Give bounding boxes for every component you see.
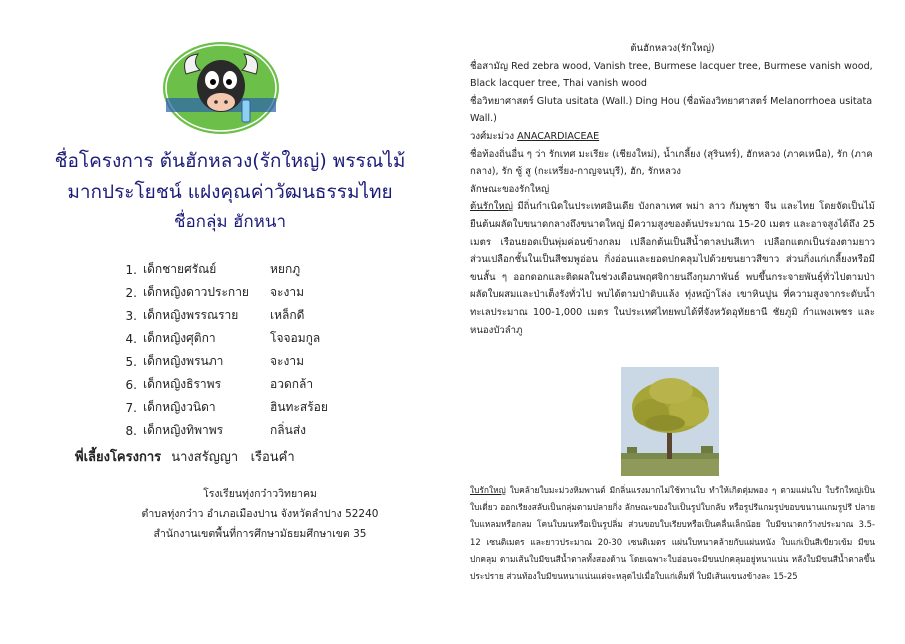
family — [470, 128, 875, 146]
member-row — [113, 281, 370, 304]
member-name: เด็กหญิงพรรณราย — [143, 308, 239, 322]
member-surname: ฮินทะสร้อย — [270, 400, 328, 414]
plant-header: ต้นฮักหลวง(รักใหญ่) — [630, 43, 715, 54]
project-title — [20, 146, 440, 208]
plant-info — [470, 40, 875, 339]
common-names — [470, 58, 875, 93]
member-surname: เหล็กดี — [270, 308, 305, 322]
family-value: ANACARDIACEAE — [517, 130, 600, 142]
member-row — [113, 396, 370, 419]
common-names-label: ชื่อสามัญ — [470, 60, 509, 72]
local-names — [470, 146, 875, 181]
scientific-name — [470, 93, 875, 128]
member-number: 2. — [125, 285, 137, 300]
local-names-label: ชื่อท้องถิ่นอื่น ๆ — [470, 148, 532, 160]
member-name: เด็กหญิงวนิดา — [143, 400, 216, 414]
leaf-info — [470, 482, 875, 585]
member-row — [113, 304, 370, 327]
leaf-description — [470, 482, 875, 585]
member-number: 5. — [125, 354, 137, 369]
mentor-line — [75, 446, 295, 467]
group-name: ชื่อกลุ่ม ฮักหนา — [173, 212, 287, 232]
trunk-text: มีถิ่นกำเนิดในประเทศอินเดีย บังกลาเทศ พม่า ลาว กัมพูชา จีน และไทย โดยจัดเป็นไม้ยืนต้นผลัดใบขนาดกลางถึงขนาดใหญ่ มีความสูงของต้นประมาณ 15-20 เมตร และอาจสูงได้ถึง 25 เมตร เรือนยอดเป็นพุ่มค่อนข้างกลม เปลือกต้นเป็นสีน้ำตาลปนสีเทา เปลือกแตกเป็นร่องตามยาว ส่วนเปลือกชั้นในเป็นสีชมพูอ่อน กิ่งอ่อนและยอดปกคลุมไปด้วยขนยาวสีขาว ส่วนกิ่งแก่เกลี้ยงหรือมีขนสั้น ๆ ออกดอกและติดผลในช่วงเดือนพฤศจิกายนถึงกุมภาพันธ์ พบขึ้นกระจายพันธุ์ทั่วไปตามป่าผลัดใบผสมและป่าเต็งรังทั่วไป พบได้ตามป่าดิบแล้ง ทุ่งหญ้าโล่ง เขาหินปูน ที่ความสูงจากระดับน้ำทะเลประมาณ 100-1,000 เมตร ในประเทศไทยพบได้ที่จังหวัดอุทัยธานี ชัยภูมิ กำแพงเพชร และหนองบัวลำภู — [470, 201, 875, 336]
project-title-line-2: มากประโยชน์ แฝงคุณค่าวัฒนธรรมไทย — [67, 181, 393, 203]
member-name: เด็กหญิงทิพาพร — [143, 423, 224, 437]
scientific-name-text: Gluta usitata (Wall.) Ding Hou (ชื่อพ้องวิทยาศาสตร์ Melanorrhoea usitata Wall.) — [470, 95, 873, 125]
member-row — [113, 327, 370, 350]
member-surname: โจจอมกูล — [270, 331, 321, 345]
scientific-name-label: ชื่อวิทยาศาสตร์ — [470, 95, 534, 107]
member-number: 6. — [125, 377, 137, 392]
trunk-label: ต้นรักใหญ่ — [470, 201, 513, 213]
tree-photo — [621, 367, 719, 476]
member-name: เด็กหญิงดาวประกาย — [143, 285, 249, 299]
trunk-description — [470, 198, 875, 339]
education-office: สำนักงานเขตพื้นที่การศึกษามัธยมศึกษาเขต 35 — [153, 528, 367, 540]
mentor-surname: เรือนคำ — [250, 450, 295, 465]
member-number: 1. — [125, 262, 137, 277]
member-surname: จะงาม — [270, 285, 304, 299]
member-surname: อวดกล้า — [270, 377, 314, 391]
mentor-name: นางสรัญญา — [171, 450, 239, 465]
school-footer — [120, 484, 400, 544]
member-name: เด็กชายศรัณย์ — [143, 262, 217, 276]
member-row — [113, 258, 370, 281]
member-name: เด็กหญิงศุติกา — [143, 331, 216, 345]
member-list — [113, 258, 370, 442]
common-names-text: Red zebra wood, Vanish tree, Burmese lacquer tree, Burmese vanish wood, Black lacquer tree, Thai vanish wood — [470, 60, 873, 90]
member-row — [113, 419, 370, 442]
member-number: 7. — [125, 400, 137, 415]
project-title-line-1: ชื่อโครงการ ต้นฮักหลวง(รักใหญ่) พรรณไม้ — [54, 150, 406, 172]
member-number: 4. — [125, 331, 137, 346]
local-names-text: ว่า รักเทศ มะเรียะ (เชียงใหม่), น้ำเกลี้ยง (สุรินทร์), ฮักหลวง (ภาคเหนือ), รัก (ภาคกลาง), รัก ซู้ สู (กะเหรี่ยง-กาญจนบุรี), ฮัก, รักหลวง — [470, 148, 873, 178]
leaf-label: ใบรักใหญ่ — [470, 485, 506, 495]
member-row — [113, 350, 370, 373]
member-name: เด็กหญิงธิราพร — [143, 377, 222, 391]
characteristics-heading: ลักษณะของรักใหญ่ — [470, 183, 550, 195]
member-row — [113, 373, 370, 396]
member-surname: หยกภู — [270, 262, 301, 276]
member-name: เด็กหญิงพรนภา — [143, 354, 224, 368]
family-label: วงศ์มะม่วง — [470, 130, 515, 142]
school-name: โรงเรียนทุ่งกว๋าววิทยาคม — [203, 488, 317, 500]
member-surname: กลิ่นส่ง — [270, 423, 307, 437]
member-surname: จะงาม — [270, 354, 304, 368]
member-number: 3. — [125, 308, 137, 323]
member-number: 8. — [125, 423, 137, 438]
buffalo-logo — [162, 40, 280, 136]
mentor-label: พี่เลี้ยงโครงการ — [75, 450, 162, 465]
school-address: ตำบลทุ่งกว๋าว อำเภอเมืองปาน จังหวัดลำปาง 52240 — [141, 508, 379, 520]
leaf-text: ใบคล้ายใบมะม่วงหิมพานต์ มีกลิ่นแรงมากไม่ใช้ทานใบ ทำให้เกิดตุ่มพอง ๆ ตามแผ่นใบ ใบรักใหญ่เป็นใบเดี่ยว ออกเรียงสลับเป็นกลุ่มตามปลายกิ่ง ลักษณะของใบเป็นรูปใบกลับ หรือรูปรีแกมรูปขอบขนานแกมรูปรี ปลายใบแหลมหรือกลม โคนใบมนหรือเป็นรูปลิ่ม ส่วนขอบใบเรียบหรือเป็นคลื่นเล็กน้อย ใบมีขนาดกว้างประมาณ 3.5-12 เซนติเมตร และยาวประมาณ 20-30 เซนติเมตร แผ่นใบหนาคล้ายกับแผ่นหนัง ใบแก่เป็นสีเขียวเข้ม มีขนปกคลุม ตามเส้นใบมีขนสีน้ำตาลทั้งสองด้าน โดยเฉพาะใบอ่อนจะมีขนปกคลุมอยู่หนาแน่น หลังใบมีขนสีน้ำตาลขึ้นประปราย ส่วนท้องใบมีขนหนาแน่นแต่จะหลุดไปเมื่อใบแก่เต็มที่ ใบมีเส้นแขนงข้างละ 15-25 — [470, 485, 876, 582]
